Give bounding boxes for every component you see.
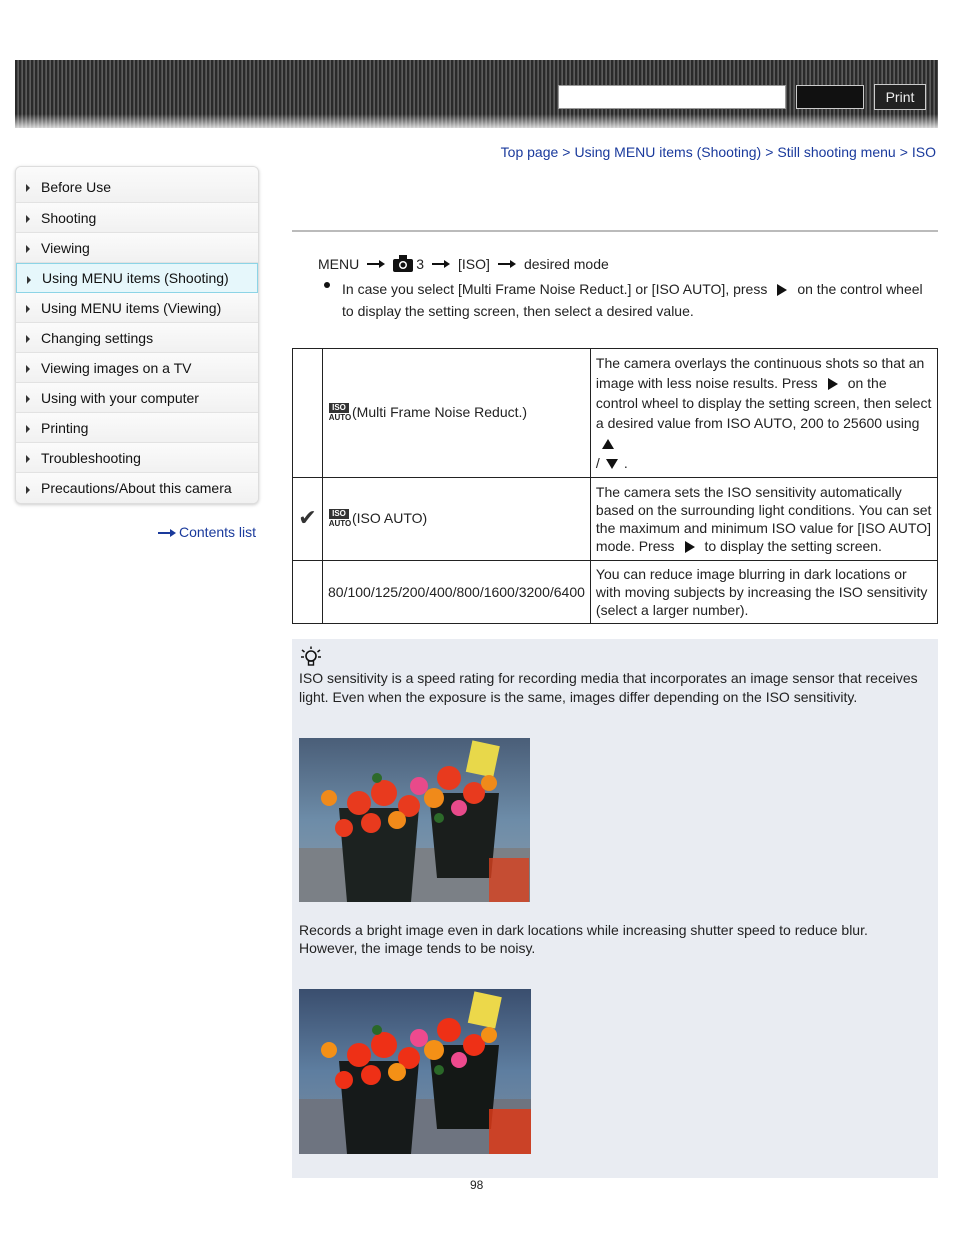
arrow-right-icon	[498, 260, 516, 268]
option-desc: .	[623, 455, 628, 471]
check-cell	[293, 478, 323, 561]
iso-auto-icon: ISO AUTO	[328, 403, 352, 423]
arrow-right-icon	[26, 365, 30, 373]
arrow-right-icon	[26, 215, 30, 223]
sidebar-item-viewing[interactable]	[16, 233, 258, 263]
arrow-right-icon	[26, 245, 30, 253]
arrow-right-icon	[27, 276, 31, 284]
bullet-icon	[324, 282, 330, 288]
option-name-cell	[323, 349, 591, 478]
option-desc: to display the setting screen.	[704, 538, 882, 554]
sidebar-item-precautions[interactable]	[16, 473, 258, 503]
bullet-text-part2: on the control wheel to display the setting screen, then select a desired value.	[342, 281, 923, 319]
option-desc: The camera sets the ISO sensitivity automatically based on the surrounding light conditions. You can set the maximum and minimum ISO value for [ISO AUTO] mode. Press	[595, 484, 932, 554]
check-icon: ✔	[298, 505, 317, 530]
menu-tab-number: 3	[416, 255, 425, 272]
sidebar-item-label: Printing	[41, 419, 89, 436]
sidebar-item-label: Before Use	[41, 178, 112, 195]
option-desc-cell	[590, 349, 937, 478]
option-name: (Multi Frame Noise Reduct.)	[352, 403, 528, 420]
table-row	[293, 478, 938, 561]
arrow-right-icon	[158, 529, 176, 537]
breadcrumb-using-menu-shooting[interactable]: Using MENU items (Shooting)	[574, 144, 762, 160]
breadcrumb-separator: >	[765, 144, 774, 160]
menu-path	[318, 255, 609, 272]
menu-end-mode: desired mode	[523, 255, 609, 272]
right-button-icon	[828, 378, 838, 390]
sidebar-item-printing[interactable]	[16, 413, 258, 443]
sidebar-nav	[15, 166, 259, 504]
arrow-right-icon	[432, 260, 450, 268]
table-row	[293, 561, 938, 624]
settings-table	[292, 348, 938, 624]
sidebar-item-troubleshooting[interactable]	[16, 443, 258, 473]
contents-list-label: Contents list	[179, 524, 257, 540]
up-button-icon	[602, 439, 614, 449]
bullet-note	[342, 278, 932, 322]
down-button-icon	[606, 459, 618, 469]
arrow-right-icon	[26, 486, 30, 494]
breadcrumb-still-shooting-menu[interactable]: Still shooting menu	[777, 144, 896, 160]
sidebar-item-label: Using MENU items (Viewing)	[41, 299, 222, 316]
option-desc: /	[595, 455, 600, 471]
sidebar-item-shooting[interactable]	[16, 203, 258, 233]
sidebar-item-label: Using with your computer	[41, 389, 199, 406]
contents-list-link[interactable]	[158, 524, 256, 540]
hint-bulb-icon	[300, 646, 322, 668]
search-input[interactable]	[558, 85, 786, 109]
hint-text: Records a bright image even in dark locations while increasing shutter speed to reduce blur. However, the image tends to be noisy.	[299, 922, 868, 956]
search-button[interactable]	[796, 85, 864, 109]
camera-icon	[393, 255, 413, 272]
sidebar-item-label: Precautions/About this camera	[41, 480, 232, 496]
sidebar-item-label: Shooting	[41, 209, 97, 226]
flower-photo-high-iso	[299, 989, 531, 1154]
breadcrumb-separator: >	[899, 144, 908, 160]
arrow-right-icon	[367, 260, 385, 268]
sidebar-item-label: Viewing images on a TV	[41, 359, 192, 376]
option-desc-cell	[590, 561, 937, 624]
breadcrumb-iso[interactable]: ISO	[911, 144, 936, 160]
sidebar-item-changing-settings[interactable]	[16, 323, 258, 353]
option-name-cell	[323, 478, 591, 561]
option-desc: You can reduce image blurring in dark locations or with moving subjects by increasing the ISO sensitivity (select a larger number).	[595, 566, 928, 618]
option-name: 80/100/125/200/400/800/1600/3200/6400	[328, 583, 585, 600]
print-button[interactable]: Print	[874, 84, 926, 110]
check-cell	[293, 561, 323, 624]
sidebar-item-label: Viewing	[41, 239, 90, 256]
sidebar-item-label: Changing settings	[41, 329, 154, 346]
page-number: 98	[470, 1178, 484, 1192]
option-name: (ISO AUTO)	[352, 509, 428, 526]
arrow-right-icon	[26, 395, 30, 403]
breadcrumb-separator: >	[562, 144, 571, 160]
option-desc: The camera overlays the continuous shots so that an image with less noise results. Press	[595, 355, 925, 391]
sidebar-item-using-menu-viewing[interactable]	[16, 293, 258, 323]
bullet-text-part1: In case you select [Multi Frame Noise Reduct.] or [ISO AUTO], press	[342, 281, 768, 297]
table-row	[293, 349, 938, 478]
option-name-cell	[323, 561, 591, 624]
sidebar-item-label: Troubleshooting	[41, 449, 141, 466]
option-desc-cell	[590, 478, 937, 561]
flower-photo-low-iso	[299, 738, 530, 902]
breadcrumb-top-page[interactable]: Top page	[500, 144, 559, 160]
check-cell	[293, 349, 323, 478]
arrow-right-icon	[26, 184, 30, 192]
title-divider	[292, 230, 938, 232]
arrow-right-icon	[26, 425, 30, 433]
hint-text: ISO sensitivity is a speed rating for recording media that incorporates an image sensor that receives light. Even when the exposure is the same, images differ depending on the ISO sensitivity.	[299, 670, 918, 705]
sidebar-item-before-use[interactable]	[16, 167, 258, 203]
right-button-icon	[685, 541, 695, 553]
menu-item-iso: [ISO]	[458, 255, 490, 272]
sidebar-item-using-with-computer[interactable]	[16, 383, 258, 413]
menu-label: MENU	[318, 255, 360, 272]
option-desc: on the control wheel to display the setting screen, then select a desired value from ISO AUTO, 200 to 25600 using	[595, 375, 932, 431]
iso-auto-icon: ISO AUTO	[328, 509, 352, 529]
sidebar-item-using-menu-shooting[interactable]	[16, 263, 258, 293]
arrow-right-icon	[26, 305, 30, 313]
sidebar-item-viewing-on-tv[interactable]	[16, 353, 258, 383]
breadcrumb	[501, 144, 936, 160]
arrow-right-icon	[26, 455, 30, 463]
arrow-right-icon	[26, 335, 30, 343]
sidebar-item-label: Using MENU items (Shooting)	[42, 270, 229, 286]
right-button-icon	[777, 284, 787, 296]
